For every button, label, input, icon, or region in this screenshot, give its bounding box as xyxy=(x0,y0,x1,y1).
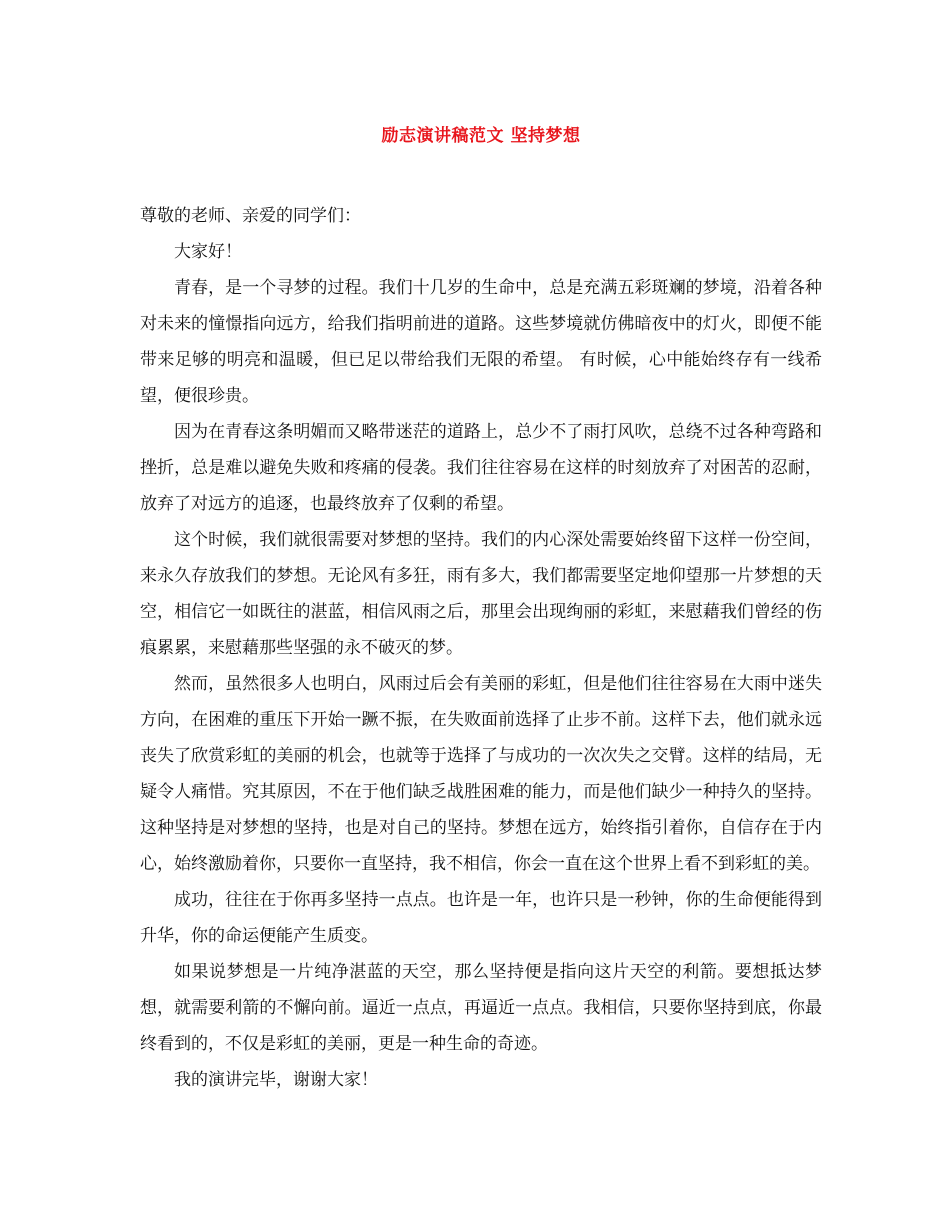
paragraph: 如果说梦想是一片纯净湛蓝的天空，那么坚持便是指向这片天空的利箭。要想抵达梦想，就需要利箭的不懈向前。逼近一点点，再逼近一点点。我相信，只要你坚持到底，你最终看到的，不仅是彩虹的美丽，更是一种生命的奇迹。 xyxy=(140,962,822,1054)
paragraph: 成功，往往在于你再多坚持一点点。也许是一年，也许只是一秒钟，你的生命便能得到升华，你的命运便能产生质变。 xyxy=(140,890,822,946)
paragraph: 青春，是一个寻梦的过程。我们十几岁的生命中，总是充满五彩斑斓的梦境，沿着各种对未来的憧憬指向远方，给我们指明前进的道路。这些梦境就仿佛暗夜中的灯火，即便不能带来足够的明亮和温暖，但已足以带给我们无限的希望。 有时候，心中能始终存有一线希望，便很珍贵。 xyxy=(140,278,822,406)
paragraph: 因为在青春这条明媚而又略带迷茫的道路上，总少不了雨打风吹，总绕不过各种弯路和挫折，总是难以避免失败和疼痛的侵袭。我们往往容易在这样的时刻放弃了对困苦的忍耐，放弃了对远方的追逐，也最终放弃了仅剩的希望。 xyxy=(140,422,822,514)
document-title: 励志演讲稿范文 坚持梦想 xyxy=(381,126,581,146)
paragraph: 这个时候，我们就很需要对梦想的坚持。我们的内心深处需要始终留下这样一份空间，来永久存放我们的梦想。无论风有多狂，雨有多大，我们都需要坚定地仰望那一片梦想的天空，相信它一如既往的湛蓝，相信风雨之后，那里会出现绚丽的彩虹，来慰藉我们曾经的伤痕累累，来慰藉那些坚强的永不破灭的梦。 xyxy=(140,530,822,658)
paragraph: 然而，虽然很多人也明白，风雨过后会有美丽的彩虹，但是他们往往容易在大雨中迷失方向，在困难的重压下开始一蹶不振，在失败面前选择了止步不前。这样下去，他们就永远丧失了欣赏彩虹的美丽的机会，也就等于选择了与成功的一次次失之交臂。这样的结局，无疑令人痛惜。究其原因，不在于他们缺乏战胜困难的能力，而是他们缺少一种持久的坚持。这种坚持是对梦想的坚持，也是对自己的坚持。梦想在远方，始终指引着你，自信存在于内心，始终激励着你，只要你一直坚持，我不相信，你会一直在这个世界上看不到彩虹的美。 xyxy=(140,674,822,874)
paragraph-closing: 我的演讲完毕，谢谢大家！ xyxy=(174,1070,378,1090)
paragraph-greeting: 大家好！ xyxy=(174,242,242,262)
salutation: 尊敬的老师、亲爱的同学们： xyxy=(140,206,361,226)
